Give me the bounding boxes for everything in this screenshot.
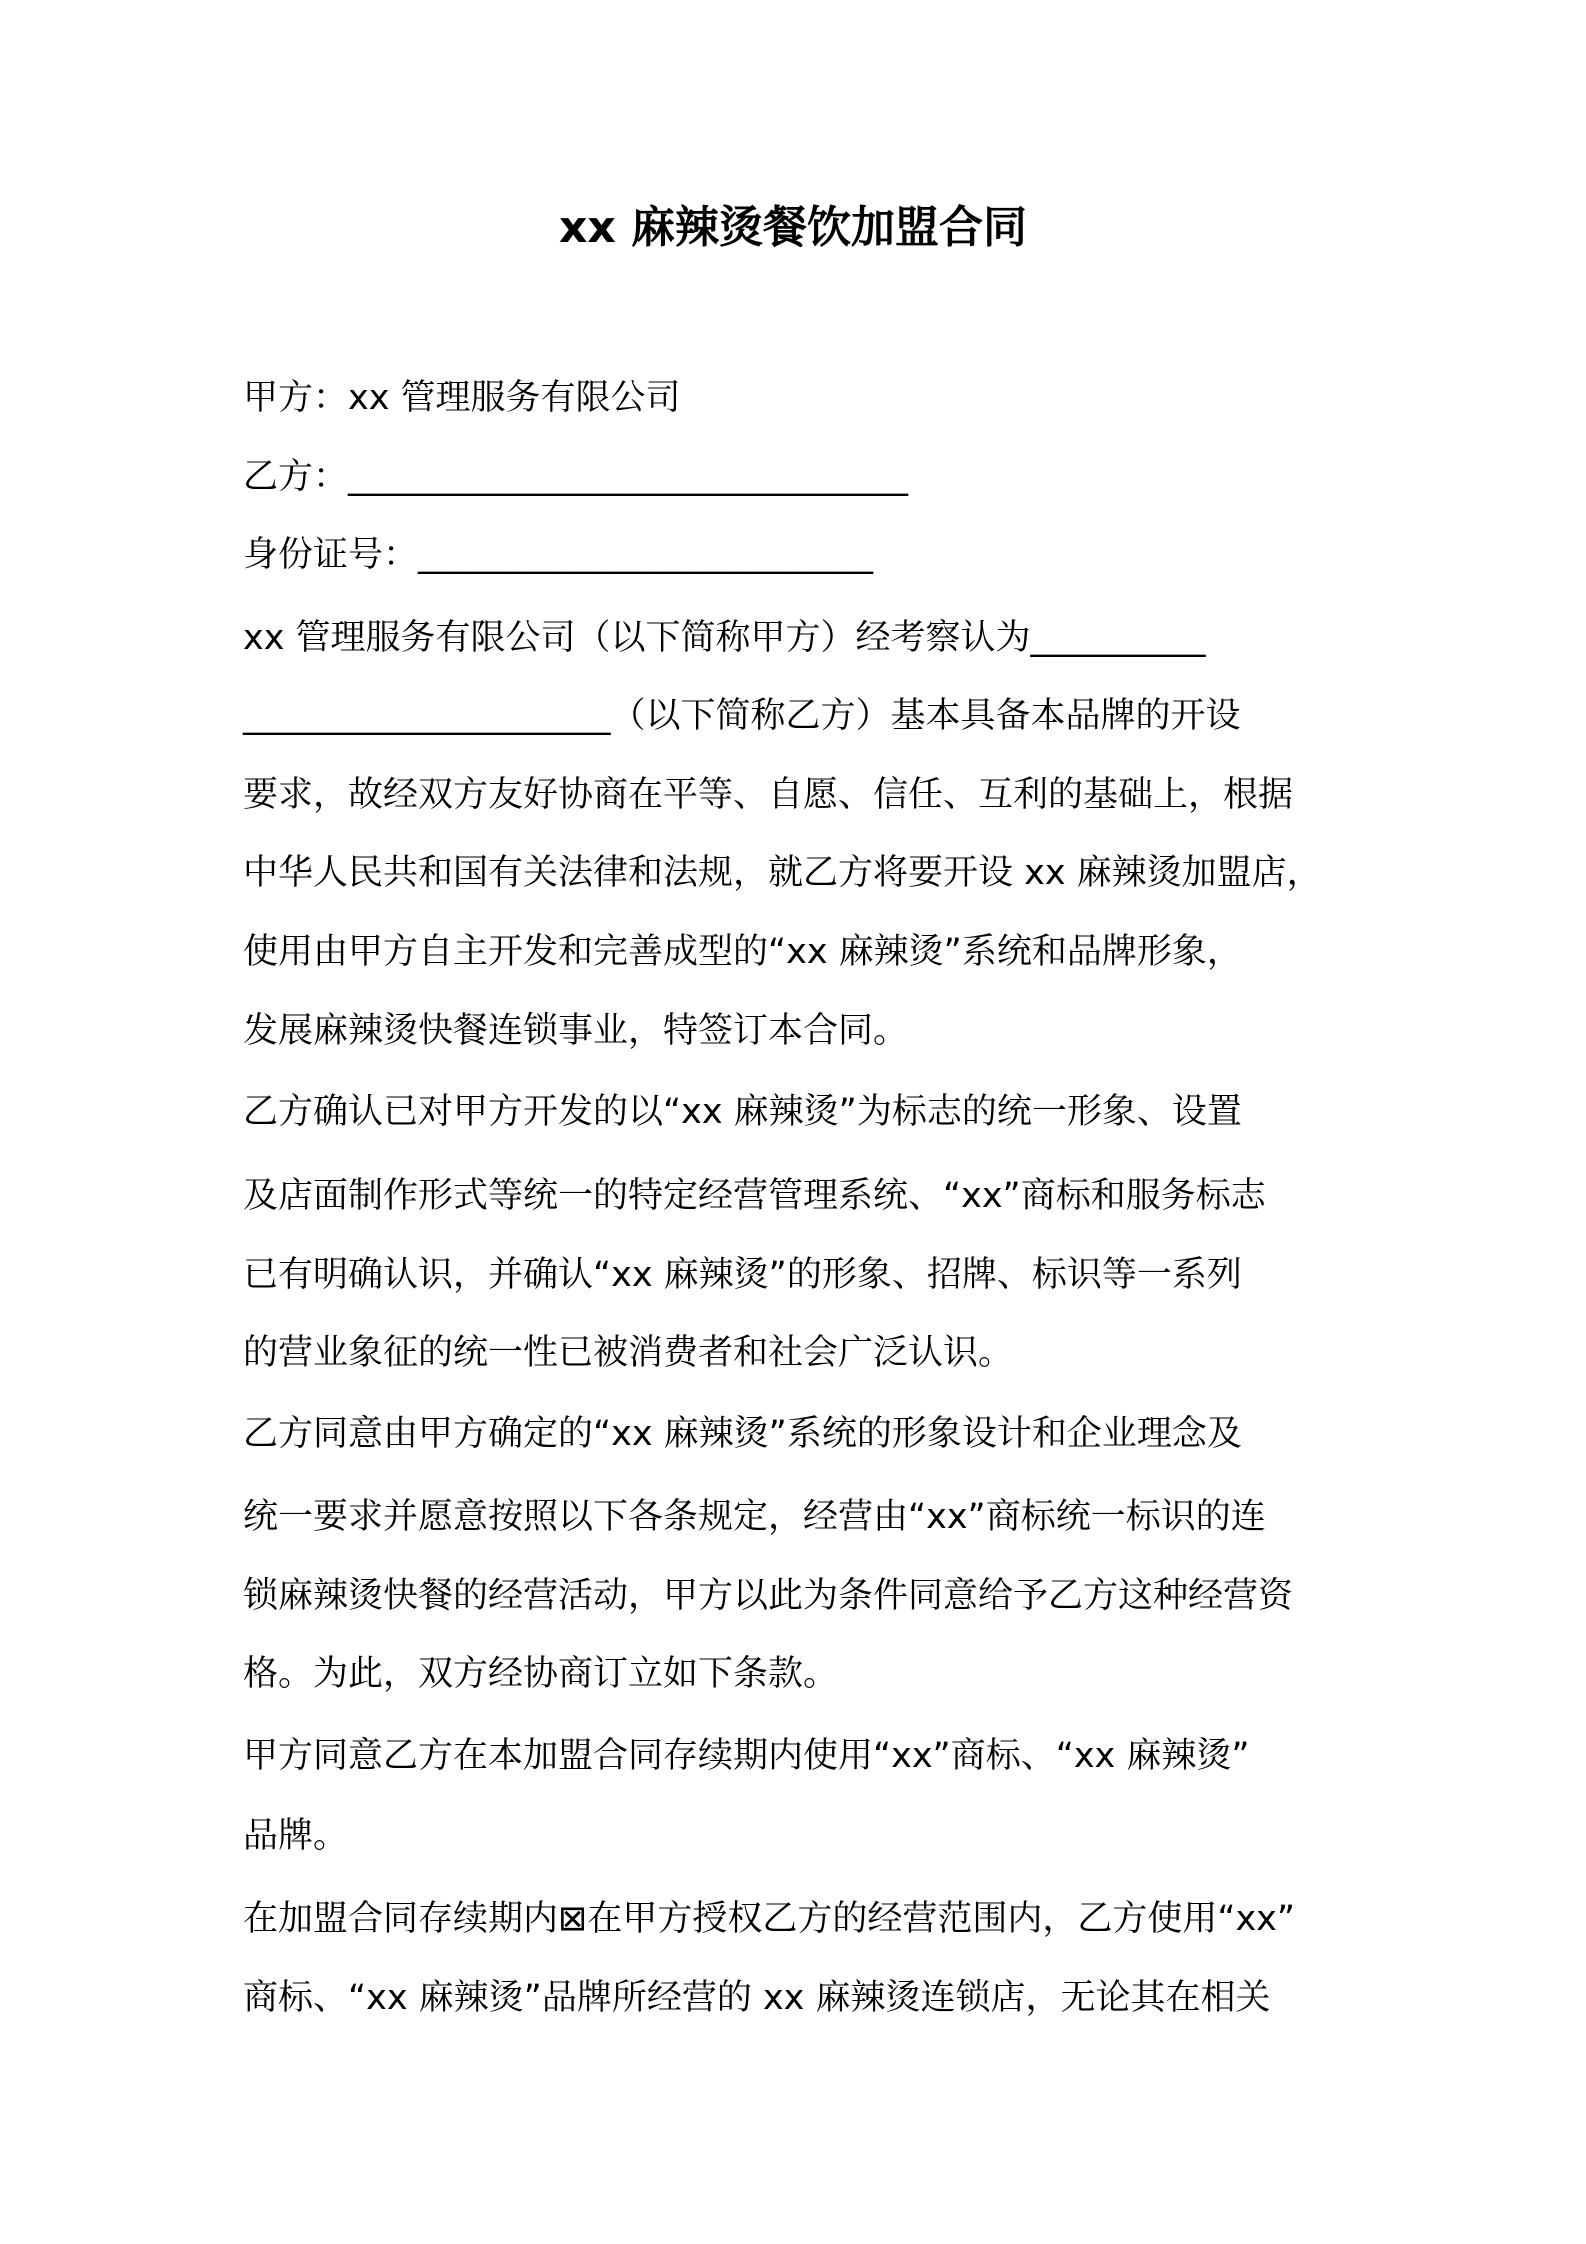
paragraph-line: xx 管理服务有限公司（以下简称甲方）经考察认为__________ — [243, 618, 1206, 658]
paragraph-line: 发展麻辣烫快餐连锁事业，特签订本合同。 — [243, 1011, 909, 1051]
paragraph-line: _____________________（以下简称乙方）基本具备本品牌的开设 — [243, 696, 1241, 736]
id-number-line: 身份证号：__________________________ — [243, 535, 874, 575]
paragraph-line: 乙方同意由甲方确定的“xx 麻辣烫”系统的形象设计和企业理念及 — [243, 1414, 1242, 1454]
paragraph-line: 及店面制作形式等统一的特定经营管理系统、“xx”商标和服务标志 — [243, 1176, 1266, 1216]
party-a-line: 甲方：xx 管理服务有限公司 — [243, 378, 681, 418]
paragraph-line: 要求，故经双方友好协商在平等、自愿、信任、互利的基础上，根据 — [243, 775, 1294, 815]
document-title: xx 麻辣烫餐饮加盟合同 — [558, 202, 1028, 253]
paragraph-line: 已有明确认识，并确认“xx 麻辣烫”的形象、招牌、标识等一系列 — [243, 1255, 1242, 1295]
paragraph-line: 的营业象征的统一性已被消费者和社会广泛认识。 — [243, 1333, 1014, 1373]
paragraph-line: 格。为此，双方经协商订立如下条款。 — [243, 1654, 839, 1694]
paragraph-line: 中华人民共和国有关法律和法规，就乙方将要开设 xx 麻辣烫加盟店， — [243, 853, 1322, 893]
party-b-line: 乙方：________________________________ — [243, 457, 909, 497]
paragraph-line: 甲方同意乙方在本加盟合同存续期内使用“xx”商标、“xx 麻辣烫” — [243, 1736, 1250, 1776]
paragraph-line: 商标、“xx 麻辣烫”品牌所经营的 xx 麻辣烫连锁店，无论其在相关 — [243, 1978, 1271, 2018]
paragraph-line: 统一要求并愿意按照以下各条规定，经营由“xx”商标统一标识的连 — [243, 1497, 1266, 1537]
paragraph-line: 乙方确认已对甲方开发的以“xx 麻辣烫”为标志的统一形象、设置 — [243, 1092, 1242, 1132]
paragraph-line: 在加盟合同存续期内⊠在甲方授权乙方的经营范围内，乙方使用“xx” — [243, 1899, 1296, 1939]
paragraph-line: 品牌。 — [243, 1816, 349, 1856]
paragraph-line: 使用由甲方自主开发和完善成型的“xx 麻辣烫”系统和品牌形象， — [243, 932, 1242, 972]
paragraph-line: 锁麻辣烫快餐的经营活动，甲方以此为条件同意给予乙方这种经营资 — [243, 1576, 1294, 1616]
